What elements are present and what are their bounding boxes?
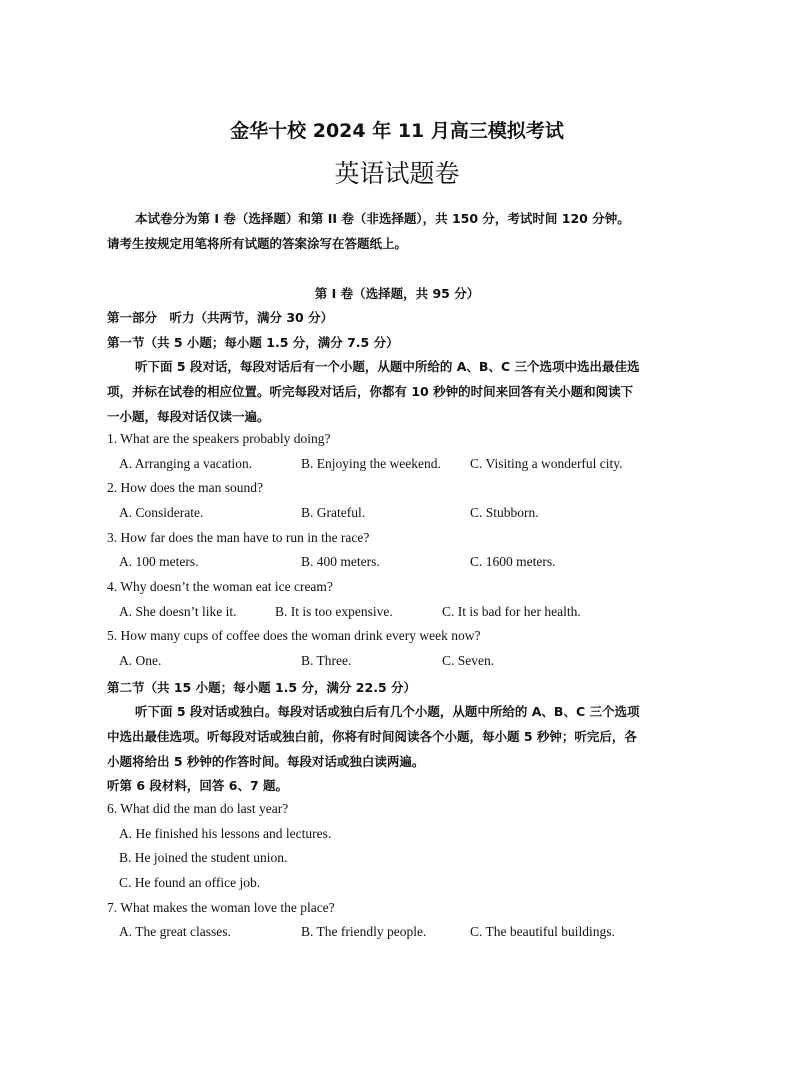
instruction-line-2: 请考生按规定用笔将所有试题的答案涂写在答题纸上。 — [107, 236, 408, 251]
section2-directions-3: 小题将给出 5 秒钟的作答时间。每段对话或独白读两遍。 — [107, 754, 425, 769]
section2-directions-1: 听下面 5 段对话或独白。每段对话或独白后有几个小题，从题中所给的 A、B、C 三个选项 — [135, 704, 640, 719]
question-stem: 2. How does the man sound? — [107, 480, 263, 495]
question-option: A. Considerate. — [119, 505, 204, 520]
question-option: C. Seven. — [442, 653, 495, 668]
question-option: A. He finished his lessons and lectures. — [119, 826, 332, 841]
question-option: A. One. — [119, 653, 162, 668]
section2-directions-2: 中选出最佳选项。听每段对话或独白前，你将有时间阅读各个小题，每小题 5 秒钟；听完后，各 — [107, 729, 637, 744]
question-option: C. Visiting a wonderful city. — [470, 456, 623, 471]
question-stem: 4. Why doesn’t the woman eat ice cream? — [107, 579, 333, 594]
exam-subtitle: 英语试题卷 — [334, 159, 460, 188]
question-option: C. He found an office job. — [119, 875, 261, 890]
question-stem: 7. What makes the woman love the place? — [107, 900, 335, 915]
question-stem: 6. What did the man do last year? — [107, 801, 289, 816]
question-option: B. He joined the student union. — [119, 850, 288, 865]
question-stem: 5. How many cups of coffee does the woman drink every week now? — [107, 628, 481, 643]
question-option: A. 100 meters. — [119, 554, 199, 569]
section1-directions-1: 听下面 5 段对话，每段对话后有一个小题，从题中所给的 A、B、C 三个选项中选出最佳选 — [135, 359, 640, 374]
question-option: C. 1600 meters. — [470, 554, 556, 569]
section1-heading: 第一节（共 5 小题；每小题 1.5 分，满分 7.5 分） — [107, 335, 399, 350]
question-option: A. The great classes. — [119, 924, 231, 939]
question-option: B. Grateful. — [301, 505, 366, 520]
section2-heading: 第二节（共 15 小题；每小题 1.5 分，满分 22.5 分） — [107, 680, 416, 695]
question-option: B. It is too expensive. — [275, 604, 393, 619]
part1-heading: 第一部分 听力（共两节，满分 30 分） — [107, 310, 334, 325]
question-stem: 3. How far does the man have to run in the race? — [107, 530, 370, 545]
question-stem: 1. What are the speakers probably doing? — [107, 431, 331, 446]
question-option: B. The friendly people. — [301, 924, 427, 939]
question-option: C. Stubborn. — [470, 505, 539, 520]
section1-directions-3: 一小题，每段对话仅读一遍。 — [107, 409, 270, 424]
question-option: B. 400 meters. — [301, 554, 380, 569]
volume1-heading: 第 I 卷（选择题，共 95 分） — [314, 286, 480, 301]
question-option: B. Enjoying the weekend. — [301, 456, 441, 471]
material-6-heading: 听第 6 段材料，回答 6、7 题。 — [107, 778, 289, 793]
question-option: A. She doesn’t like it. — [119, 604, 237, 619]
question-option: A. Arranging a vacation. — [119, 456, 253, 471]
question-option: B. Three. — [301, 653, 352, 668]
exam-title: 金华十校 2024 年 11 月高三模拟考试 — [230, 120, 564, 142]
section1-directions-2: 项，并标在试卷的相应位置。听完每段对话后，你都有 10 秒钟的时间来回答有关小题和阅读下 — [107, 384, 634, 399]
question-option: C. It is bad for her health. — [442, 604, 581, 619]
question-option: C. The beautiful buildings. — [470, 924, 615, 939]
instruction-line-1: 本试卷分为第 I 卷（选择题）和第 II 卷（非选择题），共 150 分，考试时间 120 分钟。 — [135, 211, 630, 226]
